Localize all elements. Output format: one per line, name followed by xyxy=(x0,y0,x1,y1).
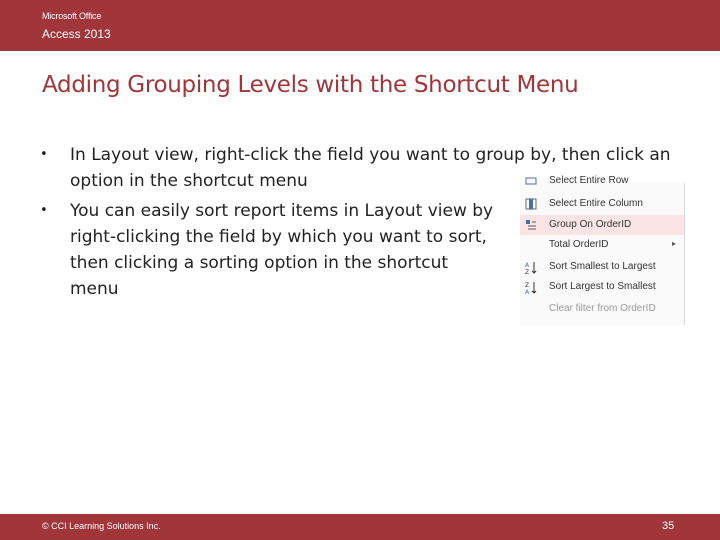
sort-descending-icon xyxy=(525,281,537,296)
svg-text:A: A xyxy=(525,262,530,269)
menu-item-group-on[interactable] xyxy=(520,215,684,235)
svg-text:A: A xyxy=(525,289,530,296)
menu-item-label: Total OrderID xyxy=(549,239,609,250)
svg-text:Z: Z xyxy=(525,269,530,276)
menu-item-select-row[interactable] xyxy=(520,171,684,191)
menu-item-sort-descending[interactable] xyxy=(520,277,684,297)
product-label: Access 2013 xyxy=(42,27,111,41)
menu-item-total[interactable] xyxy=(520,235,684,255)
menu-item-label: Select Entire Column xyxy=(549,198,643,209)
menu-item-clear-filter[interactable] xyxy=(520,299,684,319)
sort-ascending-icon xyxy=(525,261,537,276)
svg-text:Z: Z xyxy=(525,282,530,289)
bullet-text: In Layout view, right-click the field you want to group by, then click an option in the shortcut menu xyxy=(70,145,671,191)
menu-item-sort-ascending[interactable] xyxy=(520,257,684,277)
footer-bar xyxy=(0,514,720,540)
menu-item-select-column[interactable] xyxy=(520,194,684,214)
menu-item-label: Sort Smallest to Largest xyxy=(549,261,656,272)
bullet-marker: • xyxy=(40,203,48,218)
copyright-text: © CCI Learning Solutions Inc. xyxy=(42,521,161,531)
page-number: 35 xyxy=(662,520,675,532)
slide-title: Adding Grouping Levels with the Shortcut Menu xyxy=(42,72,579,98)
submenu-arrow-icon: ▸ xyxy=(671,239,676,248)
menu-item-label: Select Entire Row xyxy=(549,175,629,186)
bullet-text: You can easily sort report items in Layout view by right-clicking the field by which you want to sort, then clicking a sorting option in the shortcut menu xyxy=(70,201,494,299)
shortcut-menu xyxy=(520,175,685,325)
group-icon xyxy=(525,219,537,231)
select-row-icon xyxy=(525,175,537,187)
menu-item-label: Sort Largest to Smallest xyxy=(549,281,656,292)
select-column-icon xyxy=(525,198,537,210)
menu-item-label: Group On OrderID xyxy=(549,219,632,230)
brand-label: Microsoft Office xyxy=(42,11,102,21)
bullet-marker: • xyxy=(40,147,48,162)
header-bar xyxy=(0,0,720,51)
menu-item-label: Clear filter from OrderID xyxy=(549,303,656,314)
